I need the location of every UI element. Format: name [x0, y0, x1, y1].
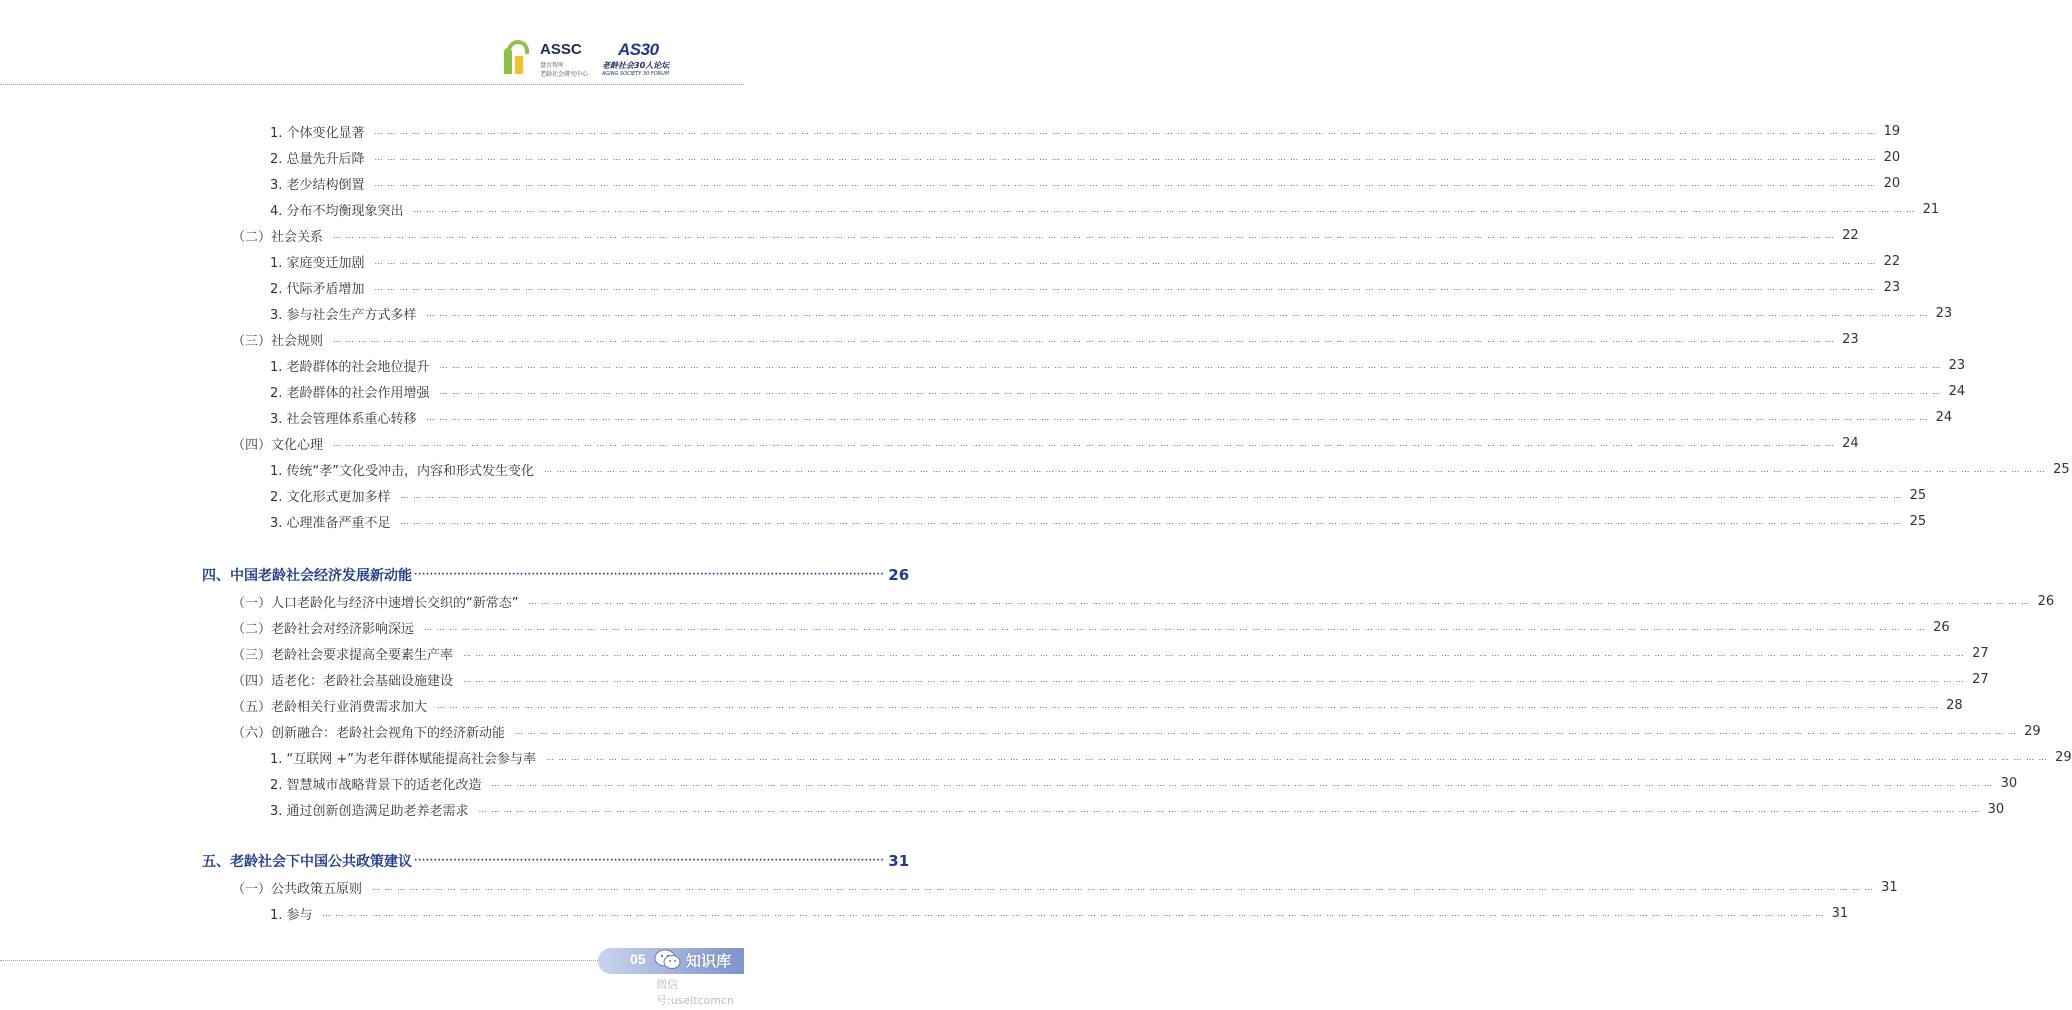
toc-subsection-entry[interactable] — [270, 250, 1901, 272]
toc-dot-leader: … … … … … … … … … … … … … … … … … … … … … … … … … … … … … … … … … … … … … … … … … … … … … … … … … … … … … … … … … … … … … … … … … … … … … … … … … … … … … … … … … … … … … … … … … … … … … … … … … … … … … … … … … … … … … … … … … … … … … … … … — [439, 360, 1942, 370]
toc-dot-leader: … … … … … … … … … … … … … … … … … … … … … … … … … … … … … … … … … … … … … … … … … … … … … … … … … … … … … … … … … … … … … … … … … … … … … … … … … … … … … … … … … … … … … … … … … … … … … … … … … … … … … … … … … … … … … … … … … … … … … … … … — [515, 726, 2017, 736]
toc-entry-label: （四）文化心理 — [232, 437, 324, 453]
toc-page-number: 24 — [1948, 383, 1966, 399]
toc-subsection-entry[interactable] — [270, 902, 1849, 924]
toc-page-number: 22 — [1883, 253, 1901, 269]
toc-page-number: 28 — [1946, 697, 1963, 713]
toc-dot-leader: … … … … … … … … … … … … … … … … … … … … … … … … … … … … … … … … … … … … … … … … … … … … … … … … … … … … … … … … … … … … … … … … … … … … … … … … … … … … … … … … … … … … … … … … … … … … … … … … … … … … … … … … … … … … … … … … … … … … … … … … — [544, 464, 2046, 474]
toc-dot-leader: … … … … … … … … … … … … … … … … … … … … … … … … … … … … … … … … … … … … … … … … … … … … … … … … … … … … … … … … … … … … … … … … … … … … … … … … … … … … … … … … … … … … … … … … … … … … … … … … … … … … … … … … … … … … … … … … … … … … … … … … — [372, 882, 1874, 892]
toc-entry-label: 1. 家庭变迁加剧 — [270, 255, 365, 271]
toc-page-number: 30 — [2000, 775, 2018, 791]
toc-entry-label: 1. 传统“孝”文化受冲击，内容和形式发生变化 — [270, 463, 535, 479]
toc-subsection-entry[interactable] — [270, 198, 1940, 220]
toc-subsection-entry[interactable] — [270, 302, 1953, 324]
toc-dot-leader: … … … … … … … … … … … … … … … … … … … … … … … … … … … … … … … … … … … … … … … … … … … … … … … … … … … … … … … … … … … … … … … … … … … … … … … … … … … … … … … … … … … … … … … … … … … … … … … … … … … … … … … … … … … … … … … … … … … … … … … … — [400, 516, 1903, 526]
toc-page-number: 23 — [1948, 357, 1966, 373]
toc-subsection-entry[interactable] — [270, 746, 2072, 768]
assc-subtitle-line2: 老龄社会研究中心 — [540, 71, 589, 78]
toc-page-number: 26 — [1933, 619, 1950, 635]
toc-entry-label: 2. 总量先升后降 — [270, 151, 365, 167]
toc-entry-label: （一）人口老龄化与经济中速增长交织的“新常态” — [232, 595, 519, 611]
toc-page-number: 24 — [1842, 435, 1859, 451]
toc-entry-label: 四、中国老龄社会经济发展新动能 — [202, 568, 412, 584]
toc-dot-leader: … … … … … … … … … … … … … … … … … … … … … … … … … … … … … … … … … … … … … … … … … … … … … … … … … … … … … … … … … … … … … … … … … … … … … … … … … … … … … … … … … … … … … … … … … … … … … … … … … … … … … … … … … … … … … … … … … … … … … … … … — [413, 204, 1916, 214]
toc-entry-label: 2. 智慧城市战略背景下的适老化改造 — [270, 777, 482, 793]
toc-subsection-entry[interactable] — [270, 120, 1901, 142]
toc-subsection-entry[interactable] — [270, 406, 1953, 428]
toc-dot-leader: … … … … … … … … … … … … … … … … … … … … … … … … … … … … … … … … … … … … … … … … … … … … … … … … … … … … … … … … … … … … … … … … … … … … … … … … … … … … … … … … … … … … … … … … … … … … … … … … … … … … … … … … … … … … … … … … … … … … … … … … — [478, 804, 1981, 814]
toc-entry-label: （五）老龄相关行业消费需求加大 — [232, 699, 428, 715]
toc-page-number: 31 — [1881, 879, 1898, 895]
toc-page-number: 20 — [1883, 175, 1901, 191]
toc-page-number: 27 — [1972, 645, 1989, 661]
assc-subtitle-line1: 盘古智库 — [540, 62, 565, 69]
toc-dot-leader: … … … … … … … … … … … … … … … … … … … … … … … … … … … … … … … … … … … … … … … … … … … … … … … … … … … … … … … … … … … … … … … … … … … … … … … … … … … … … … … … … … … … … … … … … … … … … … … … … … … … … … … … … … … … … … … … … … … … … … … … — [424, 622, 1926, 632]
toc-subsection-entry[interactable] — [270, 354, 1966, 376]
toc-subsection-entry[interactable] — [270, 146, 1901, 168]
toc-dot-leader: … … … … … … … … … … … … … … … … … … … … … … … … … … … … … … … … … … … … … … … … … … … … … … … … … … … … … … … … … … … … … … … … … … … … … … … … … … … … … … … … … … … … … … … … … … … … … … … … … … … … … … … … … … … … … … … … … … … … … … … … — [437, 700, 1939, 710]
toc-entry-label: 2. 老龄群体的社会作用增强 — [270, 385, 430, 401]
toc-page-number: 27 — [1972, 671, 1989, 687]
toc-page-number: 31 — [1831, 905, 1849, 921]
toc-section-entry[interactable] — [232, 432, 1859, 454]
toc-dot-leader: ························································································································ — [414, 856, 885, 866]
footer-divider — [0, 960, 600, 961]
toc-page-number: 26 — [2037, 593, 2055, 609]
toc-entry-label: （二）社会关系 — [232, 229, 324, 245]
watermark-sub: 微信号:useitcomcn — [656, 978, 735, 1007]
toc-entry-label: （二）老龄社会对经济影响深远 — [232, 621, 415, 637]
toc-section-entry[interactable] — [232, 694, 1963, 716]
as30-english-name: AGING SOCIETY 30 FORUM — [602, 71, 670, 77]
toc-dot-leader: … … … … … … … … … … … … … … … … … … … … … … … … … … … … … … … … … … … … … … … … … … … … … … … … … … … … … … … … … … … … … … … … … … … … … … … … … … … … … … … … … … … … … … … … … … … … … … … … … … … … … … … … … … … … … … … … … … … … … … … … — [439, 386, 1942, 396]
toc-section-entry[interactable] — [232, 616, 1950, 638]
toc-page-number: 24 — [1935, 409, 1953, 425]
toc-section-entry[interactable] — [232, 590, 2055, 612]
toc-chapter-entry[interactable] — [202, 564, 910, 586]
toc-entry-label: （三）社会规则 — [232, 333, 324, 349]
toc-entry-label: （一）公共政策五原则 — [232, 881, 363, 897]
toc-page-number: 26 — [888, 566, 910, 584]
toc-entry-label: 3. 通过创新创造满足助老养老需求 — [270, 803, 469, 819]
toc-page-number: 30 — [1987, 801, 2005, 817]
toc-page-number: 23 — [1883, 279, 1901, 295]
toc-entry-label: 4. 分布不均衡现象突出 — [270, 203, 404, 219]
toc-entry-label: 3. 心理准备严重不足 — [270, 515, 391, 531]
page-number: 05 — [630, 951, 646, 967]
as30-chinese-name: 老龄社会30人论坛 — [602, 61, 670, 70]
toc-dot-leader: … … … … … … … … … … … … … … … … … … … … … … … … … … … … … … … … … … … … … … … … … … … … … … … … … … … … … … … … … … … … … … … … … … … … … … … … … … … … … … … … … … … … … … … … … … … … … … … … … … … … … … … … … … … … … … … … … … … … … … … … — [333, 334, 1835, 344]
toc-section-entry[interactable] — [232, 224, 1859, 246]
toc-subsection-entry[interactable] — [270, 380, 1966, 402]
toc-section-entry[interactable] — [232, 328, 1859, 350]
assc-title: ASSC — [540, 41, 582, 58]
toc-dot-leader: … … … … … … … … … … … … … … … … … … … … … … … … … … … … … … … … … … … … … … … … … … … … … … … … … … … … … … … … … … … … … … … … … … … … … … … … … … … … … … … … … … … … … … … … … … … … … … … … … … … … … … … … … … … … … … … … … … … … … … … … — [426, 308, 1929, 318]
toc-entry-label: 1. 参与 — [270, 907, 313, 923]
toc-dot-leader: … … … … … … … … … … … … … … … … … … … … … … … … … … … … … … … … … … … … … … … … … … … … … … … … … … … … … … … … … … … … … … … … … … … … … … … … … … … … … … … … … … … … … … … … … … … … … … … … … … … … … … … … … … … … … … … … … … … … … … … … — [333, 438, 1835, 448]
toc-page-number: 23 — [1842, 331, 1859, 347]
as30-logo-title: AS30 — [618, 40, 659, 59]
toc-entry-label: 1. “互联网 +”为老年群体赋能提高社会参与率 — [270, 751, 537, 767]
toc-entry-label: 2. 文化形式更加多样 — [270, 489, 391, 505]
toc-entry-label: 2. 代际矛盾增加 — [270, 281, 365, 297]
toc-entry-label: （六）创新融合：老龄社会视角下的经济新动能 — [232, 725, 506, 741]
toc-dot-leader: … … … … … … … … … … … … … … … … … … … … … … … … … … … … … … … … … … … … … … … … … … … … … … … … … … … … … … … … … … … … … … … … … … … … … … … … … … … … … … … … … … … … … … … … … … … … … … … … … … … … … … … … … … … … … … … … … … … … … … … … — [374, 282, 1877, 292]
toc-dot-leader: … … … … … … … … … … … … … … … … … … … … … … … … … … … … … … … … … … … … … … … … … … … … … … … … … … … … … … … … … … … … … … … … … … … … … … … … … … … … … … … … … … … … … … … … … … … … … … … … … … … … … … … … … … … … … … … … … … … … … … … … — [374, 152, 1877, 162]
toc-page-number: 19 — [1883, 123, 1901, 139]
toc-dot-leader: … … … … … … … … … … … … … … … … … … … … … … … … … … … … … … … … … … … … … … … … … … … … … … … … … … … … … … … … … … … … … … … … … … … … … … … … … … … … … … … … … … … … … … … … … … … … … … … … … … … … … … … … … … … … … … … … … … … … … … … … — [426, 412, 1929, 422]
toc-dot-leader: … … … … … … … … … … … … … … … … … … … … … … … … … … … … … … … … … … … … … … … … … … … … … … … … … … … … … … … … … … … … … … … … … … … … … … … … … … … … … … … … … … … … … … … … … … … … … … … … … … … … … … … … … … … … … … … … … … … … … … … … — [546, 752, 2048, 762]
toc-page-number: 21 — [1922, 201, 1940, 217]
toc-section-entry[interactable] — [232, 642, 1989, 664]
toc-page-number: 20 — [1883, 149, 1901, 165]
toc-page-number: 25 — [2053, 461, 2070, 477]
toc-subsection-entry[interactable] — [270, 772, 2018, 794]
toc-dot-leader: … … … … … … … … … … … … … … … … … … … … … … … … … … … … … … … … … … … … … … … … … … … … … … … … … … … … … … … … … … … … … … … … … … … … … … … … … … … … … … … … … … … … … … … … … … … … … … … … … … … … … … … … … … … … … … … … … … … … … … … … — [374, 126, 1877, 136]
toc-dot-leader: … … … … … … … … … … … … … … … … … … … … … … … … … … … … … … … … … … … … … … … … … … … … … … … … … … … … … … … … … … … … … … … … … … … … … … … … … … … … … … … … … … … … … … … … … … … … … … … … … … … … … … … … … … … … … … … … … … … … … … … … — [400, 490, 1903, 500]
toc-subsection-entry[interactable] — [270, 276, 1901, 298]
toc-page-number: 29 — [2055, 749, 2072, 765]
toc-page-number: 25 — [1909, 513, 1927, 529]
toc-page-number: 25 — [1909, 487, 1927, 503]
toc-subsection-entry[interactable] — [270, 172, 1901, 194]
toc-page-number: 23 — [1935, 305, 1953, 321]
toc-subsection-entry[interactable] — [270, 484, 1927, 506]
wechat-icon — [654, 948, 682, 970]
toc-dot-leader: … … … … … … … … … … … … … … … … … … … … … … … … … … … … … … … … … … … … … … … … … … … … … … … … … … … … … … … … … … … … … … … … … … … … … … … … … … … … … … … … … … … … … … … … … … … … … … … … … … … … … … … … … … … … … … … … … … … … … … … … — [528, 596, 2031, 606]
toc-dot-leader: … … … … … … … … … … … … … … … … … … … … … … … … … … … … … … … … … … … … … … … … … … … … … … … … … … … … … … … … … … … … … … … … … … … … … … … … … … … … … … … … … … … … … … … … … … … … … … … … … … … … … … … … … … … … … … … … … … … … … … … … — [463, 674, 1965, 684]
toc-page-number: 31 — [888, 852, 910, 870]
toc-page-number: 29 — [2024, 723, 2041, 739]
toc-chapter-entry[interactable] — [202, 850, 910, 872]
toc-subsection-entry[interactable] — [270, 510, 1927, 532]
watermark-main: 知识库 — [686, 952, 732, 970]
toc-dot-leader: … … … … … … … … … … … … … … … … … … … … … … … … … … … … … … … … … … … … … … … … … … … … … … … … … … … … … … … … … … … … … … … … … … … … … … … … … … … … … … … … … … … … … … … … … … … … … … … … … … … … … … … … … … … … … … … … … … … … … … … … — [322, 908, 1825, 918]
toc-dot-leader: … … … … … … … … … … … … … … … … … … … … … … … … … … … … … … … … … … … … … … … … … … … … … … … … … … … … … … … … … … … … … … … … … … … … … … … … … … … … … … … … … … … … … … … … … … … … … … … … … … … … … … … … … … … … … … … … … … … … … … … … — [491, 778, 1994, 788]
toc-entry-label: 五、老龄社会下中国公共政策建议 — [202, 854, 412, 870]
toc-entry-label: 3. 老少结构倒置 — [270, 177, 365, 193]
toc-section-entry[interactable] — [232, 720, 2041, 742]
toc-entry-label: 1. 个体变化显著 — [270, 125, 365, 141]
toc-subsection-entry[interactable] — [270, 798, 2005, 820]
toc-dot-leader: ························································································································ — [414, 570, 885, 580]
toc-dot-leader: … … … … … … … … … … … … … … … … … … … … … … … … … … … … … … … … … … … … … … … … … … … … … … … … … … … … … … … … … … … … … … … … … … … … … … … … … … … … … … … … … … … … … … … … … … … … … … … … … … … … … … … … … … … … … … … … … … … … … … … … — [463, 648, 1965, 658]
toc-section-entry[interactable] — [232, 668, 1989, 690]
toc-entry-label: 3. 社会管理体系重心转移 — [270, 411, 417, 427]
toc-dot-leader: … … … … … … … … … … … … … … … … … … … … … … … … … … … … … … … … … … … … … … … … … … … … … … … … … … … … … … … … … … … … … … … … … … … … … … … … … … … … … … … … … … … … … … … … … … … … … … … … … … … … … … … … … … … … … … … … … … … … … … … … — [333, 230, 1835, 240]
toc-entry-label: 1. 老龄群体的社会地位提升 — [270, 359, 430, 375]
toc-section-entry[interactable] — [232, 876, 1898, 898]
toc-entry-label: 3. 参与社会生产方式多样 — [270, 307, 417, 323]
toc-dot-leader: … … … … … … … … … … … … … … … … … … … … … … … … … … … … … … … … … … … … … … … … … … … … … … … … … … … … … … … … … … … … … … … … … … … … … … … … … … … … … … … … … … … … … … … … … … … … … … … … … … … … … … … … … … … … … … … … … … … … … … … … — [374, 178, 1877, 188]
toc-dot-leader: … … … … … … … … … … … … … … … … … … … … … … … … … … … … … … … … … … … … … … … … … … … … … … … … … … … … … … … … … … … … … … … … … … … … … … … … … … … … … … … … … … … … … … … … … … … … … … … … … … … … … … … … … … … … … … … … … … … … … … … … — [374, 256, 1877, 266]
toc-entry-label: （四）适老化：老龄社会基础设施建设 — [232, 673, 454, 689]
toc-page-number: 22 — [1842, 227, 1859, 243]
toc-entry-label: （三）老龄社会要求提高全要素生产率 — [232, 647, 454, 663]
toc-subsection-entry[interactable] — [270, 458, 2070, 480]
